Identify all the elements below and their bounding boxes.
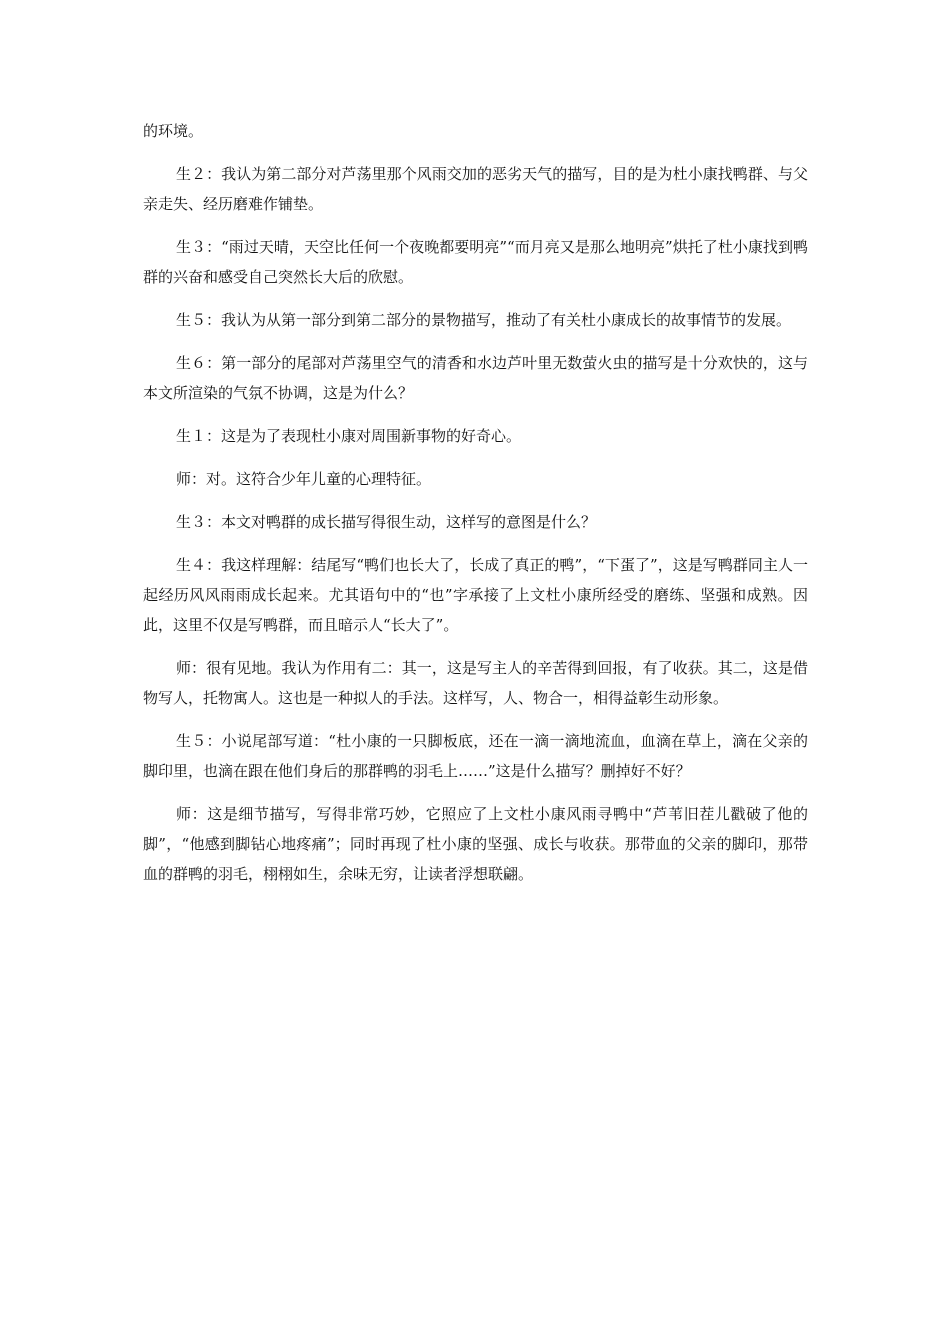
document-body <box>143 116 808 902</box>
paragraph-student1: 生１：这是为了表现杜小康对周围新事物的好奇心。 <box>176 427 522 445</box>
paragraph-student6: 生６：第一部分的尾部对芦荡里空气的清香和水边芦叶里无数萤火虫的描写是十分欢快的，这与本文所渲染的气氛不协调，这是为什么？ <box>143 354 808 402</box>
paragraph-student5-question: 生５：小说尾部写道：“杜小康的一只脚板底，还在一滴一滴地流血，血滴在草上，滴在父亲的脚印里，也滴在跟在他们身后的那群鸭的羽毛上……”这是什么描写？删掉好不好？ <box>143 732 808 780</box>
paragraph-student2: 生２：我认为第二部分对芦荡里那个风雨交加的恶劣天气的描写，目的是为杜小康找鸭群、与父亲走失、经历磨难作铺垫。 <box>143 165 808 213</box>
paragraph-student5: 生５：我认为从第一部分到第二部分的景物描写，推动了有关杜小康成长的故事情节的发展。 <box>176 311 792 329</box>
paragraph-student3: 生３：“雨过天晴，天空比任何一个夜晚都要明亮”“而月亮又是那么地明亮”烘托了杜小康找到鸭群的兴奋和感受自己突然长大后的欣慰。 <box>143 238 808 286</box>
paragraph-teacher-1: 师：对。这符合少年儿童的心理特征。 <box>176 470 432 488</box>
paragraph-continuation: 的环境。 <box>143 122 204 140</box>
paragraph-teacher-2: 师：很有见地。我认为作用有二：其一，这是写主人的辛苦得到回报，有了收获。其二，这是借物写人，托物寓人。这也是一种拟人的手法。这样写，人、物合一，相得益彰生动形象。 <box>143 659 808 707</box>
paragraph-student3-question: 生３：本文对鸭群的成长描写得很生动，这样写的意图是什么？ <box>176 513 597 531</box>
paragraph-student4: 生４：我这样理解：结尾写“鸭们也长大了，长成了真正的鸭”，“下蛋了”，这是写鸭群同主人一起经历风风雨雨成长起来。尤其语句中的“也”字承接了上文杜小康所经受的磨练、坚强和成熟。因此，这里不仅是写鸭群，而且暗示人“长大了”。 <box>143 556 808 634</box>
paragraph-teacher-3: 师：这是细节描写，写得非常巧妙，它照应了上文杜小康风雨寻鸭中“芦苇旧茬儿戳破了他的脚”，“他感到脚钻心地疼痛”；同时再现了杜小康的坚强、成长与收获。那带血的父亲的脚印，那带血的群鸭的羽毛，栩栩如生，余味无穷，让读者浮想联翩。 <box>143 805 808 883</box>
